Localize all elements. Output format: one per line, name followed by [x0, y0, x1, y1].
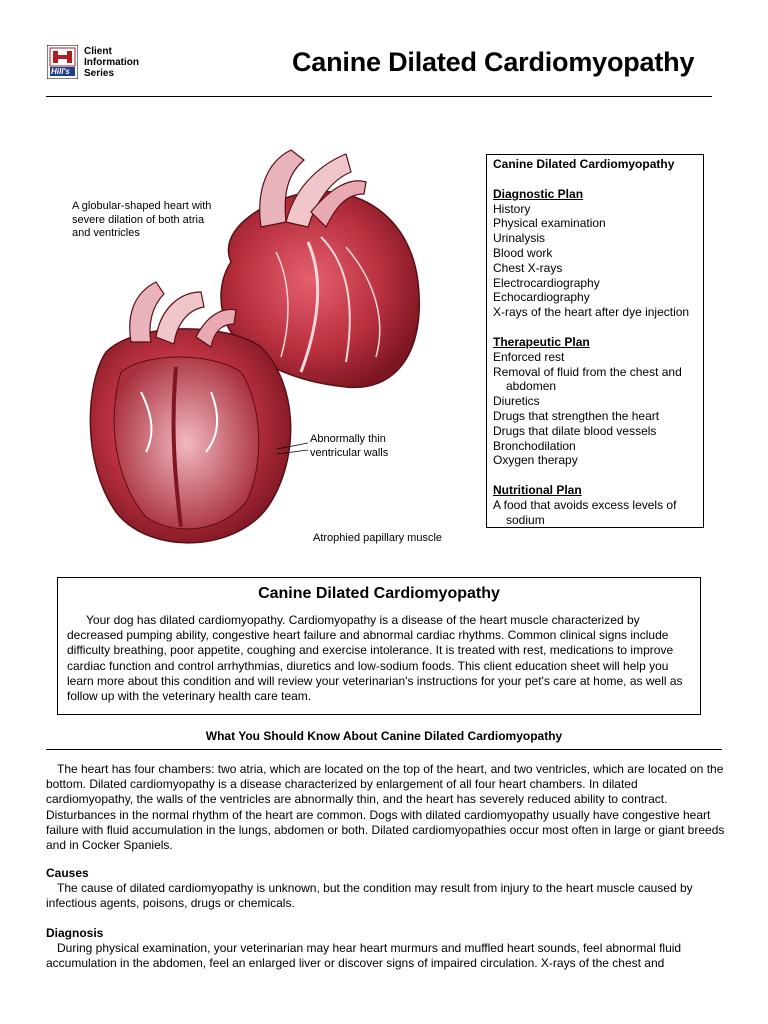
diagnosis-heading: Diagnosis [46, 926, 104, 940]
causes-heading: Causes [46, 866, 89, 880]
diagnosis-paragraph: During physical examination, your veterinarian may hear heart murmurs and muffled heart sounds, feel abnormal fluid accumulation in the abdomen, feel an enlarged liver or discover signs of impaired circulation. X-rays of the chest and [46, 941, 682, 971]
therapeutic-plan-heading: Therapeutic Plan [493, 334, 590, 349]
series-label-line: Information [84, 57, 139, 68]
summary-box [57, 577, 701, 715]
causes-paragraph: The cause of dilated cardiomyopathy is unknown, but the condition may result from injury to the heart muscle caused by infectious agents, poisons, drugs or chemicals. [46, 881, 693, 911]
list-item: Electrocardiography [493, 275, 600, 290]
series-label-line: Client [84, 46, 112, 57]
callout-thin-walls [310, 433, 388, 460]
nutritional-plan-heading: Nutritional Plan [493, 483, 582, 498]
callout-line: A globular-shaped heart with [72, 200, 212, 212]
heart-illustration [46, 132, 466, 562]
header-divider [46, 96, 712, 97]
page-title: Canine Dilated Cardiomyopathy [292, 47, 695, 77]
section-heading: What You Should Know About Canine Dilated Cardiomyopathy [205, 729, 563, 743]
nutritional-plan-list [493, 498, 697, 528]
list-item: Drugs that dilate blood vessels [493, 423, 657, 438]
diagnostic-plan-list [493, 202, 697, 320]
summary-title: Canine Dilated Cardiomyopathy [258, 585, 500, 602]
callout-papillary-muscle: Atrophied papillary muscle [313, 532, 443, 544]
list-item: Drugs that strengthen the heart [493, 408, 660, 423]
list-item: Chest X-rays [493, 260, 563, 275]
list-item: X-rays of the heart after dye injection [493, 305, 690, 320]
summary-text: Your dog has dilated cardiomyopathy. Cardiomyopathy is a disease of the heart muscle characterized by decreased pumping ability, congestive heart failure and abnormal cardiac rhythms. Common clinical signs include difficulty breathing, poor appetite, coughing and exercise intolerance. It is treated with rest, medications to improve cardiac function and control arrhythmias, diuretics and low-sodium foods. This client education sheet will help you learn more about this condition and will review your veterinarian's instructions for your pet's care at home, as well as follow up with the veterinary health care team. [67, 613, 683, 704]
section-divider [46, 749, 722, 750]
care-plan-box [486, 154, 704, 528]
intro-paragraph: The heart has four chambers: two atria, which are located on the top of the heart, and two ventricles, which are located on the bottom. Dilated cardiomyopathy is a disease characterized by enlargement of all four heart chambers. In dilated cardiomyopathy, the walls of the ventricles are abnormally thin, and the heart has severely reduced ability to contract. Disturbances in the normal rhythm of the heart are common. Dogs with dilated cardiomyopathy usually have congestive heart failure with fluid accumulation in the lungs, abdomen or both. Dilated cardiomyopathies occur most often in large or giant breeds and in Cocker Spaniels. [46, 762, 725, 853]
care-plan-title: Canine Dilated Cardiomyopathy [493, 157, 675, 171]
therapeutic-plan-list [493, 350, 697, 468]
list-item: Bronchodilation [493, 438, 576, 453]
list-item: Oxygen therapy [493, 453, 578, 468]
list-item: Urinalysis [493, 231, 546, 246]
list-item: Removal of fluid from the chest and abdomen [493, 364, 682, 394]
list-item: Blood work [493, 245, 553, 260]
logo-wordmark: Hill's [51, 67, 70, 76]
callout-line: Abnormally thin [310, 433, 386, 445]
list-item: History [493, 201, 531, 216]
hills-logo [47, 45, 78, 79]
callout-line: ventricular walls [310, 446, 389, 459]
callout-line: and ventricles [72, 227, 140, 239]
list-item: A food that avoids excess levels of sodium [493, 497, 677, 527]
callout-globular-heart [72, 200, 211, 241]
list-item: Physical examination [493, 216, 606, 231]
list-item: Echocardiography [493, 290, 590, 305]
series-label [84, 46, 139, 79]
callout-line: severe dilation of both atria [72, 213, 205, 226]
series-label-line: Series [84, 68, 115, 79]
diagnostic-plan-heading: Diagnostic Plan [493, 186, 584, 201]
list-item: Diuretics [493, 394, 540, 409]
list-item: Enforced rest [493, 349, 565, 364]
